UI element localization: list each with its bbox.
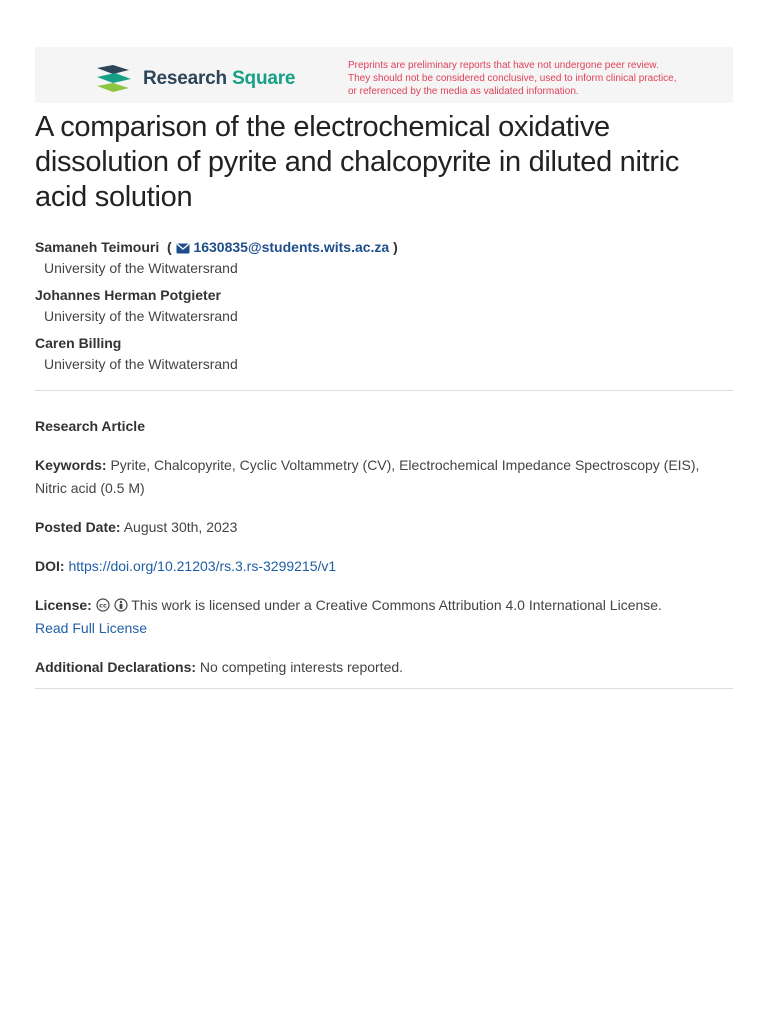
svg-text:cc: cc: [98, 601, 107, 610]
preprint-banner: [35, 47, 733, 103]
brand-square: Square: [232, 68, 296, 89]
author-list: [35, 236, 733, 380]
paper-title: A comparison of the electrochemical oxidative dissolution of pyrite and chalcopyrite in diluted nitric acid solution: [35, 111, 680, 213]
author-affiliation: University of the Witwatersrand: [44, 260, 238, 276]
posted-date: [35, 516, 733, 539]
author-1: Samaneh Teimouri ( 1630835@students.wits.ac.za ): [35, 239, 398, 255]
declarations-label: Additional Declarations:: [35, 659, 197, 675]
disclaimer-line: They should not be considered conclusive, used to inform clinical practice,: [348, 73, 677, 84]
envelope-icon: [176, 243, 190, 254]
keywords-value: Pyrite, Chalcopyrite, Cyclic Voltammetry (CV), Electrochemical Impedance Spectroscopy (EIS), Nitric acid (0.5 M): [35, 457, 700, 496]
license-label: License:: [35, 597, 92, 613]
keywords: [35, 454, 733, 500]
doi-link[interactable]: https://doi.org/10.21203/rs.3.rs-3299215/v1: [68, 558, 337, 574]
license: [35, 594, 733, 640]
keywords-label: Keywords:: [35, 457, 107, 473]
doi: [35, 555, 733, 578]
article-type: [35, 415, 733, 438]
doi-label: DOI:: [35, 558, 65, 574]
posted-date-value: August 30th, 2023: [123, 519, 238, 535]
author-3: Caren Billing: [35, 335, 122, 351]
declarations-value: No competing interests reported.: [199, 659, 404, 675]
license-text: This work is licensed under a Creative Commons Attribution 4.0 International License.: [131, 597, 662, 613]
research-square-mark-icon: [95, 64, 133, 94]
read-full-license-link[interactable]: Read Full License: [35, 620, 148, 636]
disclaimer-line: or referenced by the media as validated information.: [348, 86, 579, 97]
brand-name: [143, 68, 295, 90]
brand-research: Research: [143, 68, 227, 89]
additional-declarations: [35, 656, 733, 679]
divider: [35, 688, 733, 689]
creative-commons-icon: [96, 598, 110, 612]
author-email-link[interactable]: 1630835@students.wits.ac.za: [193, 239, 390, 255]
attribution-icon: [114, 598, 128, 612]
research-square-logo[interactable]: [95, 64, 295, 94]
author-affiliation: University of the Witwatersrand: [44, 356, 238, 372]
author-2: Johannes Herman Potgieter: [35, 287, 221, 303]
disclaimer-line: Preprints are preliminary reports that have not undergone peer review.: [348, 60, 659, 71]
divider: [35, 390, 733, 391]
preprint-disclaimer: [348, 59, 708, 98]
author-name: Samaneh Teimouri: [35, 239, 160, 255]
posted-date-label: Posted Date:: [35, 519, 121, 535]
author-affiliation: University of the Witwatersrand: [44, 308, 238, 324]
article-type-label: Research Article: [35, 418, 145, 434]
